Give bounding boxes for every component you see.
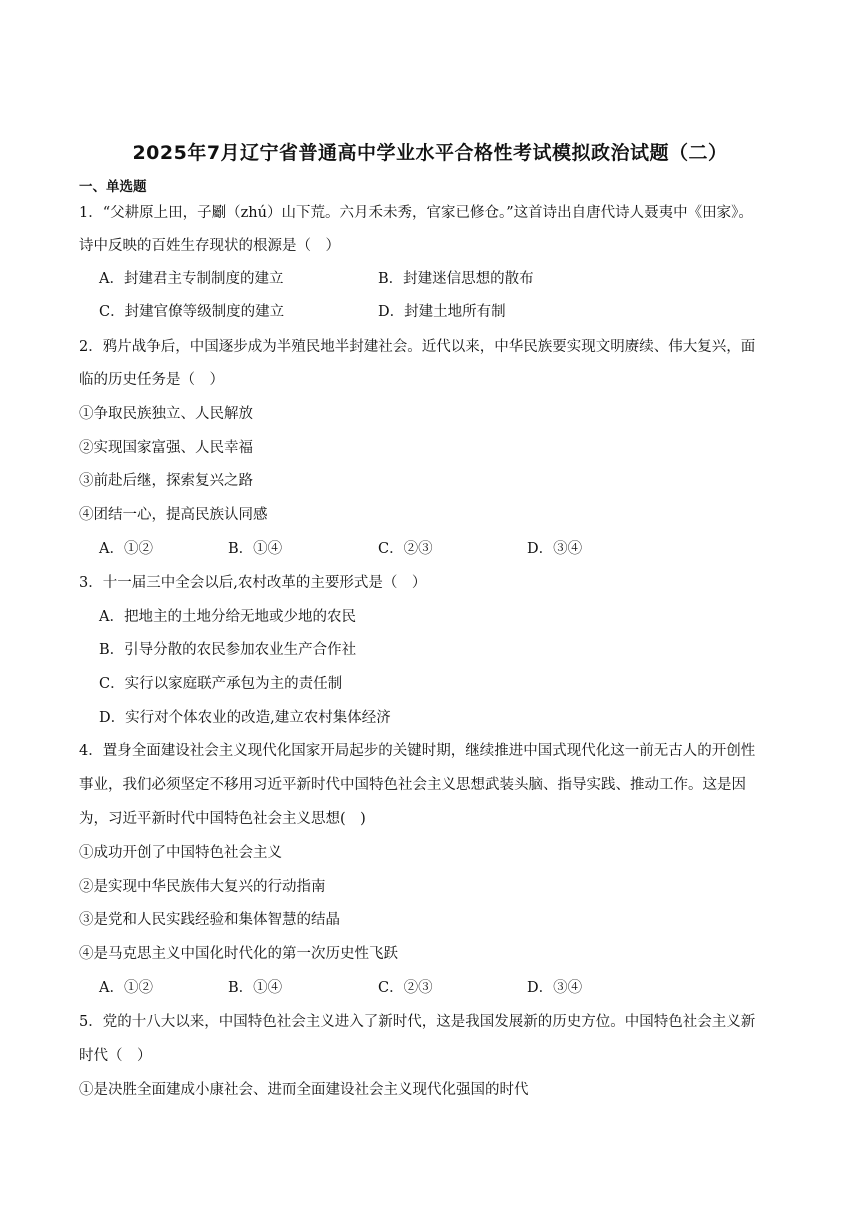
- question-2-stem-cont: 临的历史任务是（ ）: [79, 372, 224, 388]
- q2-option-b: B．①④: [228, 541, 283, 557]
- q2-option-a: A．①②: [99, 541, 153, 557]
- q4-option-d: D．③④: [527, 980, 583, 996]
- question-2-stem: 2．鸦片战争后，中国逐步成为半殖民地半封建社会。近代以来，中华民族要实现文明赓续、伟大复兴，面: [79, 339, 756, 355]
- q2-statement-4: ④团结一心，提高民族认同感: [79, 507, 268, 523]
- q4-statement-3: ③是党和人民实践经验和集体智慧的结晶: [79, 912, 340, 928]
- q1-option-d: D．封建土地所有制: [378, 304, 506, 320]
- q4-statement-2: ②是实现中华民族伟大复兴的行动指南: [79, 879, 326, 895]
- q2-statement-2: ②实现国家富强、人民幸福: [79, 440, 253, 456]
- q4-statement-1: ①成功开创了中国特色社会主义: [79, 845, 282, 861]
- q4-option-a: A．①②: [99, 980, 153, 996]
- q4-statement-4: ④是马克思主义中国化时代化的第一次历史性飞跃: [79, 946, 398, 962]
- q4-option-b: B．①④: [228, 980, 283, 996]
- q2-statement-3: ③前赴后继，探索复兴之路: [79, 473, 253, 489]
- question-4-stem: 4．置身全面建设社会主义现代化国家开局起步的关键时期，继续推进中国式现代化这一前无古人的开创性: [79, 743, 756, 759]
- question-4-stem-cont-2: 为，习近平新时代中国特色社会主义思想( ): [79, 811, 366, 827]
- q3-option-b: B．引导分散的农民参加农业生产合作社: [99, 642, 357, 658]
- question-1-stem-cont: 诗中反映的百姓生存现状的根源是（ ）: [79, 238, 340, 254]
- q1-option-a: A．封建君主专制制度的建立: [99, 271, 284, 287]
- q2-option-c: C．②③: [378, 541, 433, 557]
- exam-title: 2025年7月辽宁省普通高中学业水平合格性考试模拟政治试题（二）: [132, 142, 728, 164]
- q1-option-c: C．封建官僚等级制度的建立: [99, 304, 285, 320]
- question-5-stem-cont: 时代（ ）: [79, 1048, 152, 1064]
- q3-option-a: A．把地主的土地分给无地或少地的农民: [99, 609, 356, 625]
- q3-option-d: D．实行对个体农业的改造,建立农村集体经济: [99, 710, 391, 726]
- section-heading: 一、单选题: [79, 179, 147, 195]
- q1-option-b: B．封建迷信思想的散布: [378, 271, 534, 287]
- question-3-stem: 3．十一届三中全会以后,农村改革的主要形式是（ ）: [79, 575, 427, 591]
- q4-option-c: C．②③: [378, 980, 433, 996]
- q3-option-c: C．实行以家庭联产承包为主的责任制: [99, 676, 343, 692]
- question-4-stem-cont-1: 事业，我们必须坚定不移用习近平新时代中国特色社会主义思想武装头脑、指导实践、推动工作。这是因: [79, 777, 746, 793]
- question-1-stem: 1．“父耕原上田，子劚（zhú）山下荒。六月禾未秀，官家已修仓。”这首诗出自唐代诗人聂夷中《田家》。: [79, 205, 753, 221]
- q2-option-d: D．③④: [527, 541, 583, 557]
- q5-statement-1: ①是决胜全面建成小康社会、进而全面建设社会主义现代化强国的时代: [79, 1082, 529, 1098]
- q2-statement-1: ①争取民族独立、人民解放: [79, 406, 253, 422]
- question-5-stem: 5．党的十八大以来，中国特色社会主义进入了新时代，这是我国发展新的历史方位。中国特色社会主义新: [79, 1014, 756, 1030]
